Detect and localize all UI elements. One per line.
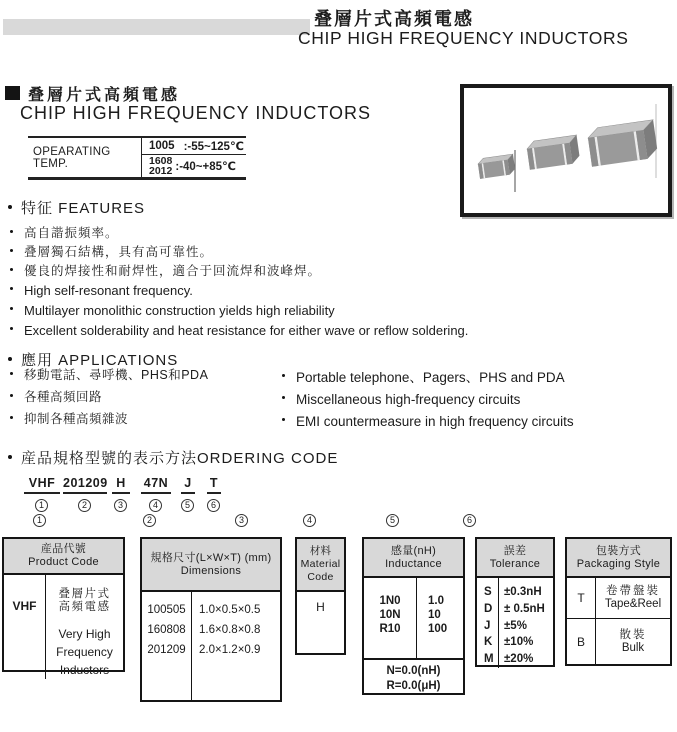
header-cjk: 材料 [309, 545, 332, 557]
tolerance-table-header [477, 539, 553, 578]
header-gray-bar [3, 19, 310, 35]
product-code-table-header [4, 539, 123, 575]
circled-number-1: 1 [35, 499, 48, 512]
material-code-value: H [316, 600, 325, 614]
application-item [278, 415, 673, 429]
ordering-code-part-3: H [112, 476, 130, 494]
dimension-code: 201209 [147, 644, 186, 656]
temp-row-1005 [142, 138, 246, 155]
bullet-icon [10, 230, 13, 233]
feature-text: Multilayer monolithic construction yields high reliability [24, 303, 335, 318]
feature-item [6, 324, 546, 337]
chip-large [587, 120, 659, 167]
application-item [278, 393, 673, 407]
tolerance-value: ±10% [504, 636, 534, 649]
applications-heading-row [6, 349, 178, 370]
section-marker-icon [5, 86, 20, 100]
ordering-code-part-6: T [207, 476, 221, 494]
tolerance-code: K [484, 636, 493, 649]
header-cjk: 産品代號 [40, 543, 87, 555]
application-text: Portable telephone、Pagers、PHS and PDA [296, 370, 565, 385]
dimension-sizes [191, 592, 280, 700]
tolerance-value: ±5% [504, 619, 527, 632]
ordering-heading: 産品規格型號的表示方法ORDERING CODE [21, 450, 339, 467]
temp-range-1005: :-55~125℃ [183, 141, 244, 153]
tolerance-code: D [484, 602, 493, 615]
application-item [6, 369, 271, 382]
bullet-icon [282, 396, 285, 399]
tolerance-code: J [484, 619, 491, 632]
table-number-3: 3 [235, 514, 248, 527]
application-text: 移動電話、尋呼機、PHS和PDA [24, 368, 209, 382]
header-en: Code [307, 571, 334, 583]
feature-item [6, 265, 546, 278]
feature-text: High self-resonant frequency. [24, 283, 193, 298]
inductance-note: N=0.0(nH) [386, 665, 441, 677]
feature-text: Excellent solderability and heat resistance for either wave or reflow soldering. [24, 323, 469, 338]
feature-text: 優良的焊接性和耐焊性，適合于回流焊和波峰焊。 [24, 264, 322, 278]
page-title-en: CHIP HIGH FREQUENCY INDUCTORS [298, 28, 629, 48]
bullet-icon [282, 374, 285, 377]
temp-code-2012: 2012 [149, 165, 173, 177]
header-en: Packaging Style [576, 557, 661, 570]
desc-cjk-line: 叠層片式 [58, 588, 111, 600]
inductance-value: 10 [428, 609, 441, 621]
ordering-code-part-1: VHF [24, 476, 60, 494]
bullet-icon [8, 455, 12, 459]
desc-en-line: Frequency [56, 645, 113, 659]
temp-code-1005: 1005 [149, 140, 175, 152]
packaging-desc-en: Tape&Reel [604, 598, 662, 610]
bullet-icon [10, 416, 13, 419]
bullet-icon [10, 268, 13, 271]
inductance-table [362, 537, 465, 695]
features-heading-row [6, 197, 546, 218]
table-number-2: 2 [143, 514, 156, 527]
packaging-code: T [577, 591, 585, 605]
application-text: 抑制各種高頻雜波 [24, 412, 129, 426]
bullet-icon [8, 205, 12, 209]
inductance-values [416, 578, 463, 658]
section-title-en: CHIP HIGH FREQUENCY INDUCTORS [20, 103, 372, 123]
packaging-style-table-header [567, 539, 670, 578]
dimension-code: 100505 [147, 604, 186, 616]
temp-codes-1608-2012 [149, 156, 172, 176]
header-en: Product Code [28, 556, 99, 568]
ordering-code-part-4: 47N [141, 476, 171, 494]
dimension-codes [142, 592, 191, 700]
tolerance-codes [477, 578, 498, 668]
circled-number-4: 4 [149, 499, 162, 512]
application-item [6, 391, 271, 404]
product-code-table [2, 537, 125, 677]
application-text: EMI countermeasure in high frequency circuits [296, 414, 574, 429]
inductance-table-header [364, 539, 463, 578]
desc-cjk-line: 高頻電感 [58, 601, 111, 613]
tolerance-code: S [484, 586, 492, 598]
dimensions-table [140, 537, 282, 702]
tolerance-value: ± 0.5nH [504, 602, 545, 615]
applications-heading: 應用 APPLICATIONS [21, 352, 179, 369]
tolerance-value: ±20% [504, 653, 534, 666]
desc-en-line: Inductors [59, 663, 110, 677]
dimension-size: 2.0×1.2×0.9 [199, 644, 261, 656]
bullet-icon [10, 394, 13, 397]
features-section [6, 197, 546, 344]
product-code-description [45, 575, 123, 679]
dimensions-table-header [142, 539, 280, 592]
inductance-code: 10N [379, 609, 401, 621]
ordering-code-part-2: 201209 [63, 476, 107, 494]
application-text: 各種高頻回路 [24, 390, 103, 404]
packaging-row-bulk [567, 619, 670, 664]
feature-item [6, 227, 546, 240]
bullet-icon [8, 357, 12, 361]
table-number-5: 5 [386, 514, 399, 527]
inductance-code: 1N0 [379, 595, 401, 607]
packaging-style-table [565, 537, 672, 666]
temp-code-1608: 1608 [149, 155, 173, 167]
header-en: Tolerance [489, 557, 541, 570]
operating-temp-label: OPEARATING TEMP. [33, 145, 111, 170]
header-cjk: 感量(nH) [390, 544, 437, 557]
tolerance-code: M [484, 653, 494, 666]
circled-number-5: 5 [181, 499, 194, 512]
inductance-notes [364, 658, 463, 694]
table-number-1: 1 [33, 514, 46, 527]
bullet-icon [10, 372, 13, 375]
material-code-table-header [297, 539, 344, 592]
temp-range-1608-2012: :-40~+85℃ [175, 161, 236, 173]
circled-number-6: 6 [207, 499, 220, 512]
bullet-icon [282, 418, 285, 421]
feature-text: 叠層獨石結構，具有高可靠性。 [24, 245, 214, 259]
header-cjk: 誤差 [503, 544, 527, 557]
packaging-desc-cjk: 散裝 [619, 628, 647, 641]
features-heading: 特征 FEATURES [21, 200, 146, 217]
feature-item [6, 246, 546, 259]
header-en: Material [300, 558, 341, 570]
feature-text: 高自諧振頻率。 [24, 226, 119, 240]
table-number-6: 6 [463, 514, 476, 527]
bullet-icon [10, 307, 13, 310]
section-title-cjk: 叠層片式高頻電感 [28, 87, 181, 104]
inductance-value: 100 [428, 623, 448, 635]
page-title-cjk: 叠層片式高頻電感 [314, 9, 474, 29]
circled-number-3: 3 [114, 499, 127, 512]
packaging-desc-en: Bulk [621, 641, 645, 654]
ordering-code-part-5: J [181, 476, 195, 494]
header-en: Dimensions [180, 564, 242, 577]
inductance-value: 1.0 [428, 595, 444, 607]
table-number-4: 4 [303, 514, 316, 527]
applications-list-en [278, 371, 673, 437]
packaging-code: B [576, 634, 585, 649]
material-code-table [295, 537, 346, 655]
feature-item [6, 284, 546, 297]
ordering-heading-row [6, 447, 338, 468]
tolerance-value: ±0.3nH [504, 586, 542, 598]
application-item [6, 413, 271, 426]
tolerance-values [498, 578, 553, 668]
product-code-value: VHF [12, 599, 37, 613]
operating-temp-table [28, 136, 246, 180]
chip-small [477, 154, 515, 179]
packaging-desc-cjk: 卷帶盤裝 [606, 585, 660, 597]
inductance-codes [364, 578, 416, 658]
circled-number-2: 2 [78, 499, 91, 512]
header-en: Inductance [385, 557, 442, 570]
temp-row-1608-2012 [142, 155, 246, 177]
applications-list-cjk [6, 369, 271, 435]
header-cjk: 規格尺寸(L×W×T) (mm) [150, 551, 272, 564]
bullet-icon [10, 249, 13, 252]
feature-item [6, 304, 546, 317]
bullet-icon [10, 327, 13, 330]
packaging-row-tape-reel [567, 578, 670, 619]
desc-en-line: Very High [58, 627, 111, 641]
application-text: Miscellaneous high-frequency circuits [296, 392, 521, 407]
chip-medium [526, 135, 580, 170]
header-cjk: 包裝方式 [595, 544, 642, 557]
inductance-note: R=0.0(μH) [386, 680, 441, 692]
tolerance-table [475, 537, 555, 667]
dimension-size: 1.0×0.5×0.5 [199, 604, 261, 616]
dimension-code: 160808 [147, 624, 186, 636]
application-item [278, 371, 673, 385]
operating-temp-values [141, 138, 246, 177]
inductance-code: R10 [379, 623, 401, 635]
chip-inductors-photo [464, 88, 668, 213]
bullet-icon [10, 287, 13, 290]
dimension-size: 1.6×0.8×0.8 [199, 624, 261, 636]
